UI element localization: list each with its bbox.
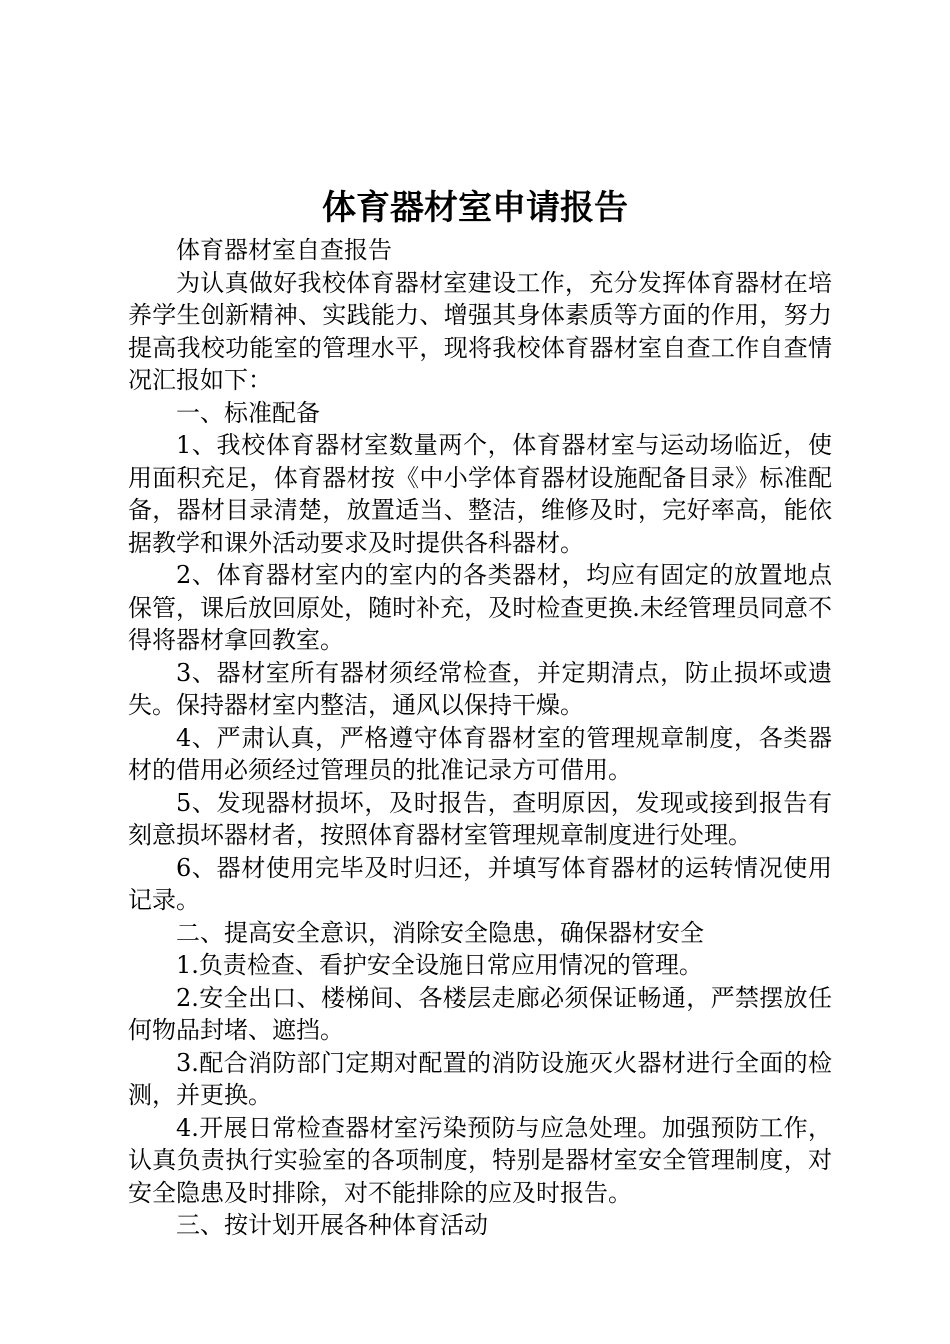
paragraph-item-4: 4、严肃认真，严格遵守体育器材室的管理规章制度，各类器材的借用必须经过管理员的批准记录方可借用。 [128, 723, 832, 784]
paragraph-item-3: 3、器材室所有器材须经常检查，并定期清点，防止损坏或遗失。保持器材室内整洁，通风以保持干燥。 [128, 658, 832, 719]
paragraph-item-1: 1、我校体育器材室数量两个，体育器材室与运动场临近，使用面积充足，体育器材按《中小学体育器材设施配备目录》标准配备，器材目录清楚，放置适当、整洁，维修及时，完好率高，能依据教学和课外活动要求及时提供各科器材。 [128, 431, 832, 557]
paragraph-safety-1: 1.负责检查、看护安全设施日常应用情况的管理。 [176, 951, 703, 979]
paragraph-subtitle: 体育器材室自查报告 [176, 236, 392, 264]
paragraph-safety-3: 3.配合消防部门定期对配置的消防设施灭火器材进行全面的检测，并更换。 [128, 1048, 832, 1109]
section-heading-standard-equipment: 一、标准配备 [176, 398, 320, 427]
paragraph-item-6: 6、器材使用完毕及时归还，并填写体育器材的运转情况使用记录。 [128, 853, 832, 914]
paragraph-safety-2: 2.安全出口、楼梯间、各楼层走廊必须保证畅通，严禁摆放任何物品封堵、遮挡。 [128, 983, 832, 1044]
paragraph-item-5: 5、发现器材损坏，及时报告，查明原因，发现或接到报告有刻意损坏器材者，按照体育器材室管理规章制度进行处理。 [128, 788, 832, 849]
document-title: 体育器材室申请报告 [322, 188, 628, 228]
paragraph-safety-4: 4.开展日常检查器材室污染预防与应急处理。加强预防工作，认真负责执行实验室的各项制度，特别是器材室安全管理制度，对安全隐患及时排除，对不能排除的应及时报告。 [128, 1113, 832, 1207]
paragraph-item-2: 2、体育器材室内的室内的各类器材，均应有固定的放置地点保管，课后放回原处，随时补充，及时检查更换.未经管理员同意不得将器材拿回教室。 [128, 561, 832, 654]
section-heading-activities: 三、按计划开展各种体育活动 [176, 1211, 488, 1239]
section-heading-safety: 二、提高安全意识，消除安全隐患，确保器材安全 [176, 918, 704, 947]
paragraph-intro: 为认真做好我校体育器材室建设工作，充分发挥体育器材在培养学生创新精神、实践能力、增强其身体素质等方面的作用，努力提高我校功能室的管理水平，现将我校体育器材室自查工作自查情况汇报如下： [128, 268, 832, 394]
document-body [128, 234, 832, 1242]
